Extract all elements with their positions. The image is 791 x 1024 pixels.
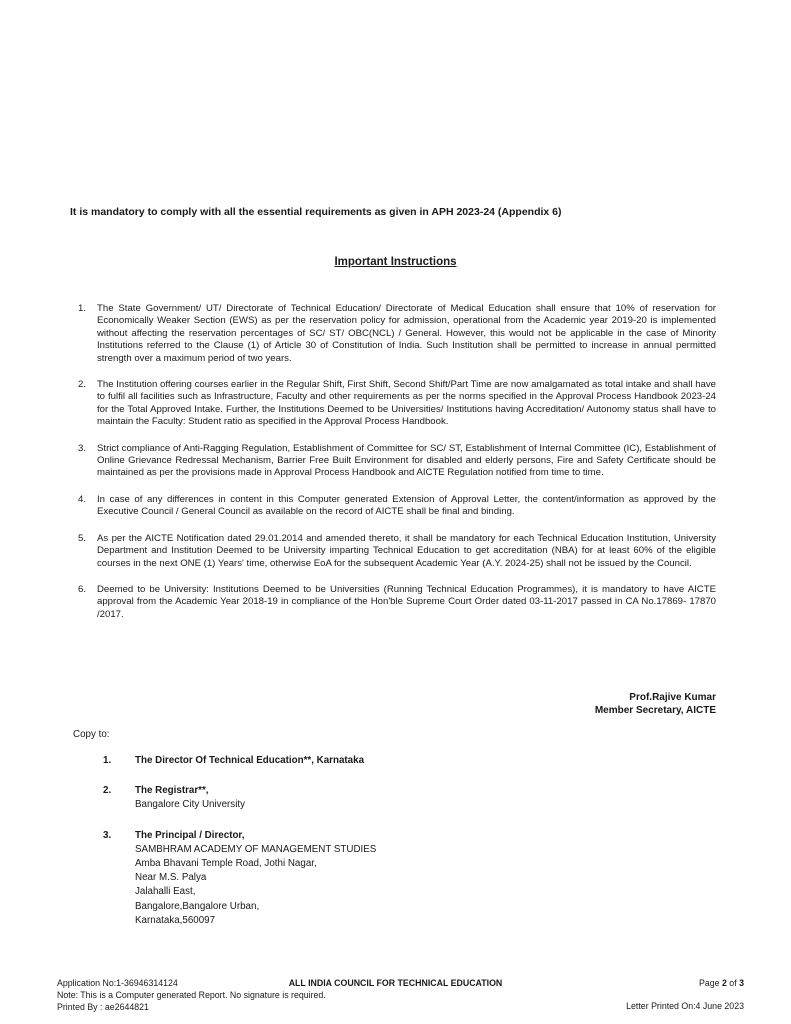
instruction-text: As per the AICTE Notification dated 29.01.2014 and amended thereto, it shall be mandatory for each Technical Education Institution, University Department and Institution Deemed to be University imparting Technical Education to get accreditation (NBA) for at least 60% of the eligible courses in the next ONE (1) Years' time, otherwise EoA for the subsequent Academic Year (A.Y. 2024-25) shall not be issued by the Council. — [97, 532, 716, 569]
instruction-number: 6. — [78, 583, 87, 595]
signatory-name: Prof.Rajive Kumar — [629, 692, 716, 703]
section-title: Important Instructions — [334, 256, 457, 268]
instruction-number: 1. — [78, 303, 87, 314]
signatory-title: Member Secretary, AICTE — [594, 705, 716, 716]
mandatory-compliance-note: It is mandatory to comply with all the essential requirements as given in APH 2023-24 (Appendix 6) — [70, 206, 562, 218]
copy-item-line: Near M.S. Palya — [135, 872, 207, 884]
instruction-text: In case of any differences in content in this Computer generated Extension of Approval Letter, the content/information as approved by the Executive Council / General Council as available on the record of AICTE shall be final and binding. — [97, 493, 716, 518]
copy-item-line: Karnataka,560097 — [135, 914, 216, 926]
instruction-item — [78, 379, 716, 429]
computer-generated-note: Note: This is a Computer generated Report. No signature is required. — [57, 989, 326, 1000]
copy-to-section — [73, 728, 633, 944]
instruction-text: The State Government/ UT/ Directorate of Technical Education/ Directorate of Medical Education shall ensure that 10% of reservation for Economically Weaker Section (EWS) as per the reservation policy for admission, operational from the Academic year 2019-20 is implemented without affecting the reservation percentages of SC/ ST/ OBC(NCL) / General. However, this would not be applicable in the case of Minority Institutions referred to the Clause (1) of Article 30 of Constitution of India. Such Institution shall be permitted to increase in annual permitted strength over a maximum period of two years. — [97, 303, 716, 364]
copy-item-line: Jalahalli East, — [135, 886, 196, 898]
signature-block — [595, 691, 716, 717]
instruction-number: 5. — [78, 532, 87, 544]
copy-item-heading: The Principal / Director, — [135, 829, 245, 841]
copy-item-number: 1. — [103, 755, 112, 766]
page-total: 3 — [739, 978, 744, 988]
copy-to-item — [73, 784, 633, 812]
printed-by: Printed By : ae2644821 — [57, 1001, 149, 1012]
instruction-item — [78, 584, 716, 621]
copy-item-heading: The Director Of Technical Education**, Karnataka — [135, 755, 365, 766]
instruction-item — [78, 494, 716, 519]
instruction-text: Deemed to be University: Institutions Deemed to be Universities (Running Technical Education Programmes), it is mandatory to have AICTE approval from the Academic Year 2018-19 in compliance of the Hon'ble Supreme Court Order dated 03-11-2017 passed in CA No.17869- 17870 /2017. — [97, 583, 716, 620]
copy-item-line: SAMBHRAM ACADEMY OF MANAGEMENT STUDIES — [135, 843, 377, 855]
instruction-text: Strict compliance of Anti-Ragging Regulation, Establishment of Committee for SC/ ST, Establishment of Internal Committee (IC), Establishment of Online Grievance Redressal Mechanism, Barrier Free Built Environment for disabled and elderly persons, Fire and Safety Certificate should be maintained as per the provisions made in Approval Process Handbook and AICTE Regulation notified from time to time. — [97, 442, 716, 479]
instruction-number: 2. — [78, 379, 87, 391]
copy-to-label: Copy to: — [73, 729, 110, 740]
copy-item-number: 3. — [103, 829, 112, 841]
copy-item-heading: The Registrar**, — [135, 785, 209, 797]
letter-printed-on: Letter Printed On:4 June 2023 — [626, 1001, 744, 1011]
instruction-item — [78, 533, 716, 570]
page-indicator — [699, 978, 744, 988]
copy-item-line: Bangalore City University — [135, 799, 245, 811]
instruction-item — [78, 303, 716, 365]
instruction-number: 4. — [78, 493, 87, 505]
page-label: Page — [698, 978, 720, 988]
copy-to-item — [73, 829, 633, 928]
application-number: Application No:1-36946314124 — [57, 978, 178, 988]
copy-to-item — [73, 754, 633, 768]
instructions-list — [78, 303, 716, 635]
copy-item-line: Amba Bhavani Temple Road, Jothi Nagar, — [135, 858, 317, 870]
copy-item-line: Bangalore,Bangalore Urban, — [135, 900, 260, 912]
instruction-item — [78, 443, 716, 480]
copy-item-number: 2. — [103, 785, 112, 797]
instruction-number: 3. — [78, 442, 87, 454]
instruction-text: The Institution offering courses earlier in the Regular Shift, First Shift, Second Shift/Part Time are now amalgamated as total intake and shall have to fulfil all facilities such as Infrastructure, Faculty and other requirements as per the norms specified in the Approval Process Handbook 2023-24 for the Total Approved Intake. Further, the Institutions Deemed to be Universities/ Institutions having Accreditation/ Autonomy status shall have to maintain the Faculty: Student ratio as specified in the Approval Process Handbook. — [97, 379, 716, 428]
footer-org-name: ALL INDIA COUNCIL FOR TECHNICAL EDUCATION — [288, 978, 503, 988]
page-current: 2 — [721, 978, 727, 988]
page-of-label: of — [729, 978, 737, 988]
